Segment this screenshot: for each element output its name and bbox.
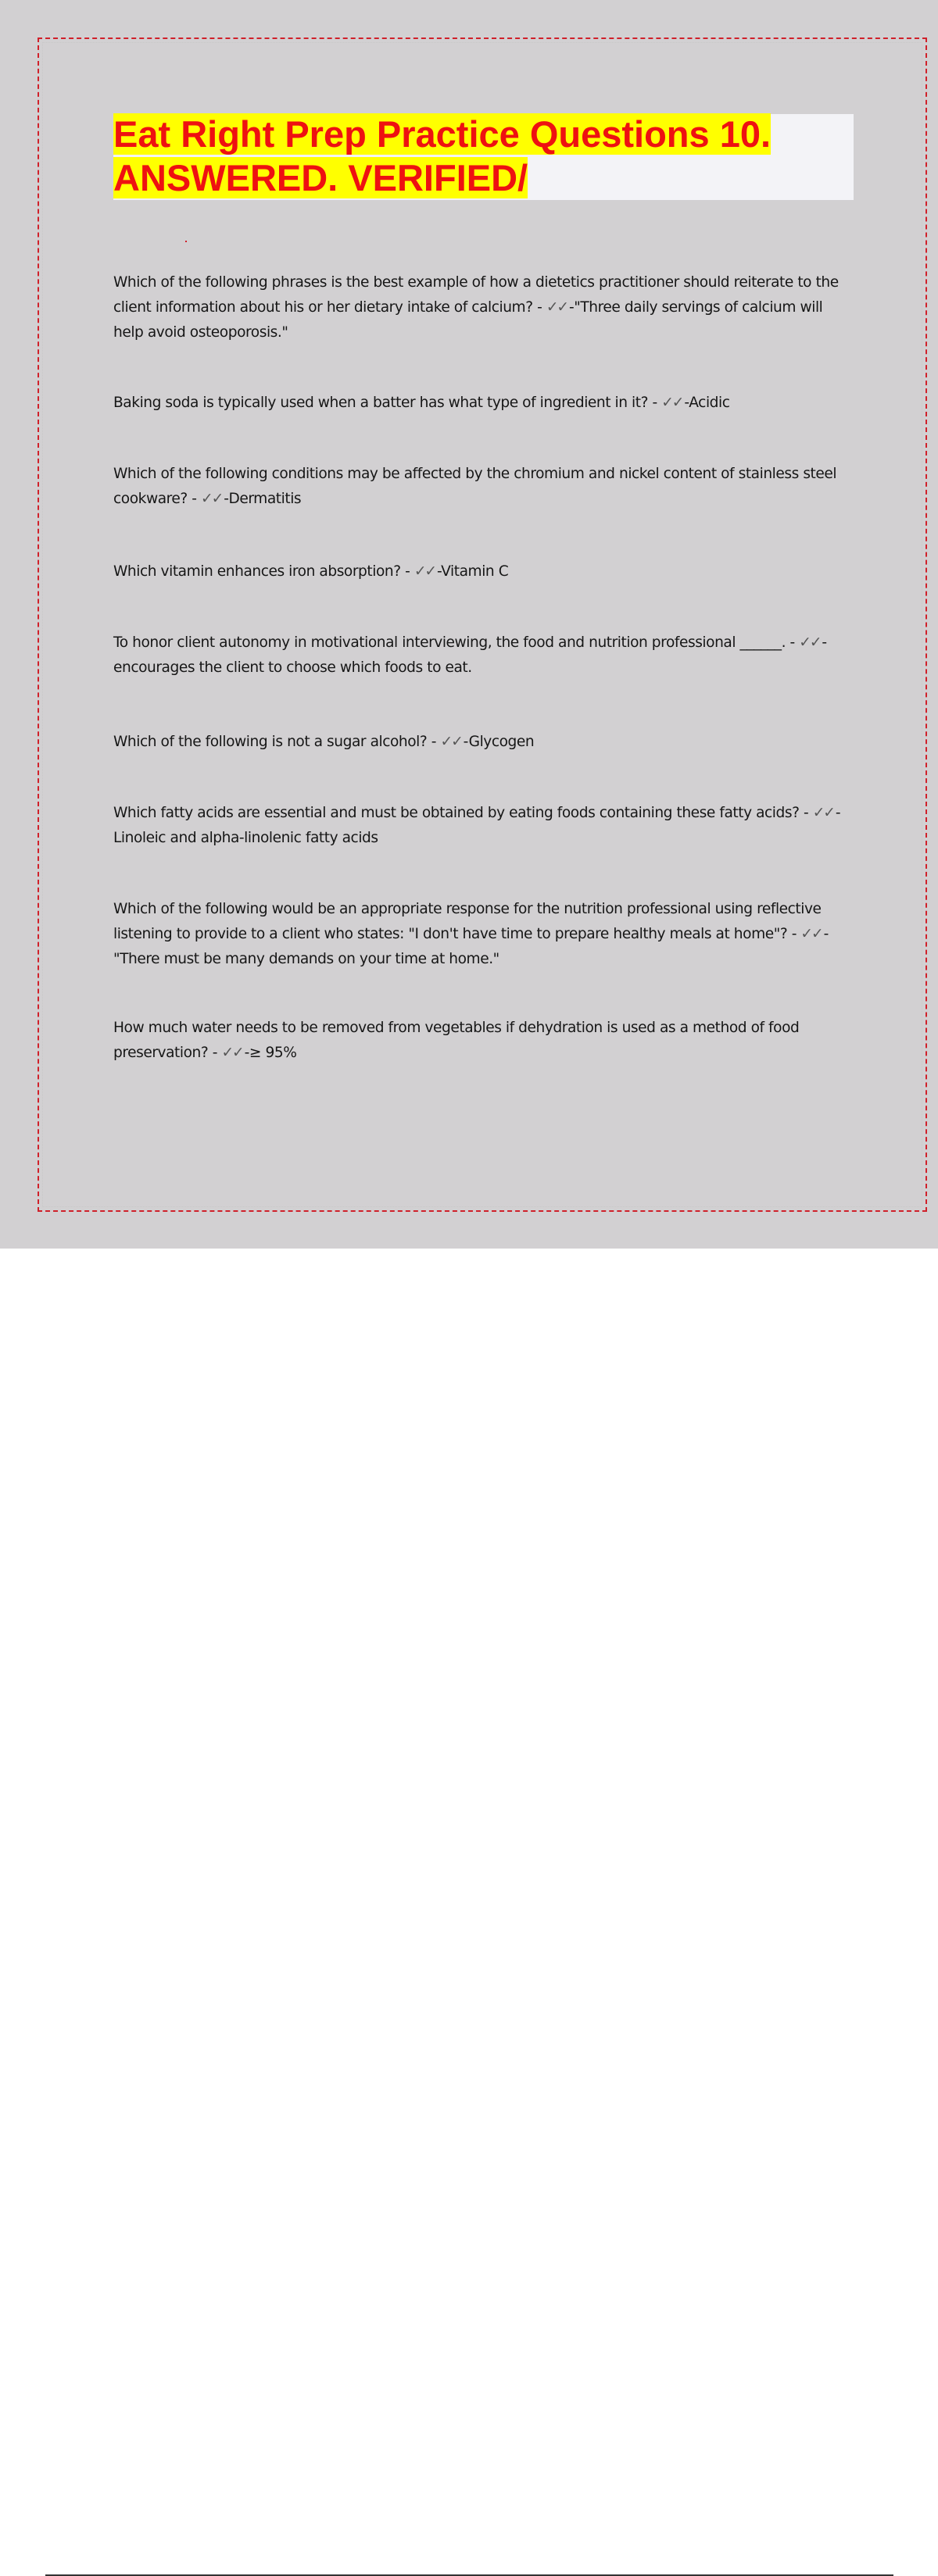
qa-item: [113, 897, 856, 972]
question-text: Which of the following conditions may be affected by the chromium and nickel content of stainless steel cookware? -: [113, 466, 837, 507]
double-check-icon: ✓✓: [414, 563, 435, 580]
answer-text: -"Three daily servings of calcium will help avoid osteoporosis.": [113, 299, 823, 341]
question-text: Which fatty acids are essential and must be obtained by eating foods containing these fatty acids? -: [113, 805, 813, 821]
next-page-area: [0, 1249, 938, 1328]
answer-text: -Dermatitis: [224, 491, 302, 507]
double-check-icon: ✓✓: [661, 395, 683, 411]
double-check-icon: ✓✓: [201, 491, 223, 507]
qa-item: [113, 270, 856, 345]
double-check-icon: ✓✓: [221, 1045, 243, 1061]
double-check-icon: ✓✓: [440, 734, 462, 750]
title-line-2: ANSWERED. VERIFIED/: [113, 157, 528, 198]
answer-text: -Vitamin C: [437, 563, 509, 580]
answer-text: -≥ 95%: [244, 1045, 297, 1061]
double-check-icon: ✓✓: [800, 926, 822, 942]
qa-item: [113, 801, 856, 851]
question-text: Which vitamin enhances iron absorption? -: [113, 563, 414, 580]
qa-item: [113, 1016, 856, 1066]
answer-text: -Glycogen: [463, 734, 535, 750]
stray-mark: [185, 241, 187, 242]
answer-text: -encourages the client to choose which foods to eat.: [113, 634, 827, 676]
qa-item: [113, 631, 856, 681]
question-text: Which of the following would be an appropriate response for the nutrition professional using reflective listening to provide to a client who states: "I don't have time to prepare healthy meals at home"? -: [113, 901, 822, 942]
question-text: Baking soda is typically used when a batter has what type of ingredient in it? -: [113, 395, 662, 411]
double-check-icon: ✓✓: [812, 805, 834, 821]
double-check-icon: ✓✓: [546, 299, 567, 316]
qa-item: [113, 462, 856, 512]
question-text: Which of the following phrases is the best example of how a dietetics practitioner should reiterate to the client information about his or her dietary intake of calcium? -: [113, 274, 839, 316]
qa-item: [113, 559, 856, 584]
answer-text: -Acidic: [684, 395, 730, 411]
title-line-1: Eat Right Prep Practice Questions 10.: [113, 113, 772, 155]
question-text: How much water needs to be removed from vegetables if dehydration is used as a method of food preservation? -: [113, 1020, 800, 1061]
document-title: [113, 113, 854, 200]
qa-item: [113, 730, 856, 755]
question-text: To honor client autonomy in motivational interviewing, the food and nutrition professional ______. -: [113, 634, 800, 651]
document-page: [0, 0, 938, 1249]
double-check-icon: ✓✓: [799, 634, 821, 651]
answer-text: -"There must be many demands on your time at home.": [113, 926, 829, 967]
answer-text: -Linoleic and alpha-linolenic fatty acids: [113, 805, 841, 846]
qa-item: [113, 391, 856, 416]
question-text: Which of the following is not a sugar alcohol? -: [113, 734, 441, 750]
